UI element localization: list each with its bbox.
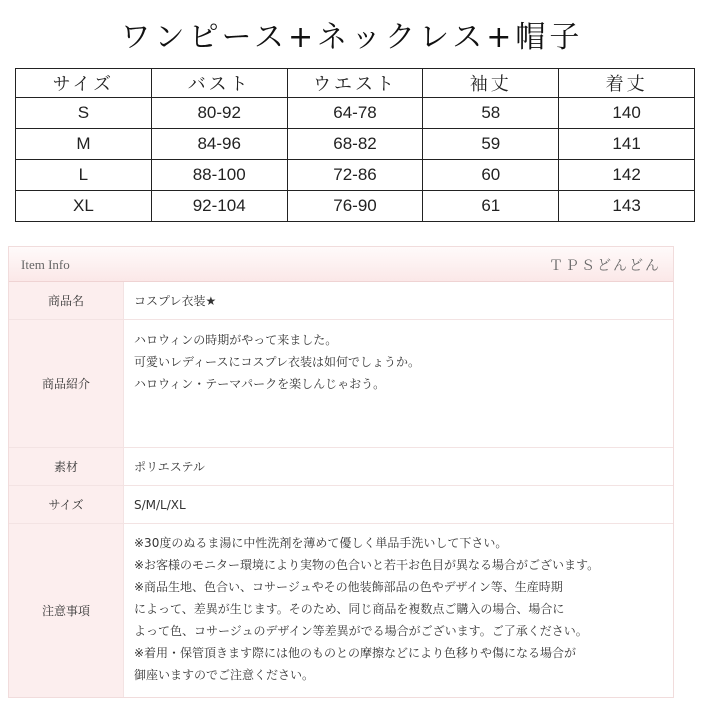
item-info-heading: Item Info <box>21 257 70 272</box>
info-label: サイズ <box>9 486 124 523</box>
info-label: 商品名 <box>9 282 124 319</box>
table-cell: 60 <box>423 160 559 191</box>
info-text-line: S/M/L/XL <box>134 497 186 512</box>
info-text-line: ※お客様のモニター環境により実物の色合いと若干お色目が異なる場合がございます。 <box>134 558 600 572</box>
item-info-header <box>9 247 673 282</box>
table-cell: 143 <box>559 191 695 222</box>
header-sleeve: 袖丈 <box>423 69 559 98</box>
info-row-description <box>9 320 673 448</box>
table-cell: 80-92 <box>151 98 287 129</box>
table-row <box>16 129 695 160</box>
table-cell: 141 <box>559 129 695 160</box>
info-text-line: 可愛いレディースにコスプレ衣装は如何でしょうか。 <box>134 355 420 369</box>
info-value <box>124 524 673 697</box>
table-cell: 64-78 <box>287 98 423 129</box>
info-value <box>124 486 673 523</box>
info-text-line: によって、差異が生じます。そのため、同じ商品を複数点ご購入の場合、場合に <box>134 602 565 616</box>
header-waist: ウエスト <box>287 69 423 98</box>
info-label: 商品紹介 <box>9 320 124 447</box>
info-label: 注意事項 <box>9 524 124 697</box>
table-cell: 68-82 <box>287 129 423 160</box>
info-text-line: コスプレ衣装★ <box>134 293 217 308</box>
size-table-header-row <box>16 69 695 98</box>
table-cell: XL <box>16 191 152 222</box>
info-text-line: ハロウィン・テーマパークを楽しんじゃおう。 <box>134 377 386 391</box>
info-row-product-name <box>9 282 673 320</box>
table-cell: S <box>16 98 152 129</box>
item-info-panel <box>8 246 674 698</box>
table-row <box>16 191 695 222</box>
info-value <box>124 320 673 447</box>
table-cell: 61 <box>423 191 559 222</box>
info-value <box>124 448 673 485</box>
size-table <box>15 68 695 222</box>
table-cell: 140 <box>559 98 695 129</box>
table-cell: M <box>16 129 152 160</box>
table-cell: 92-104 <box>151 191 287 222</box>
shop-name: ＴＰＳどんどん <box>549 258 661 274</box>
table-cell: 59 <box>423 129 559 160</box>
info-text-line: ポリエステル <box>134 459 205 474</box>
table-cell: 142 <box>559 160 695 191</box>
table-cell: 84-96 <box>151 129 287 160</box>
table-cell: 72-86 <box>287 160 423 191</box>
header-length: 着丈 <box>559 69 695 98</box>
table-cell: 88-100 <box>151 160 287 191</box>
info-row-notes <box>9 524 673 697</box>
info-text-line: ※着用・保管頂きます際には他のものとの摩擦などにより色移りや傷になる場合が <box>134 646 577 660</box>
info-text-line: 御座いますのでご注意ください。 <box>134 668 315 682</box>
info-label: 素材 <box>9 448 124 485</box>
page-title: ワンピース+ネックレス+帽子 <box>120 20 584 55</box>
table-cell: L <box>16 160 152 191</box>
info-text-line: ハロウィンの時期がやって来ました。 <box>134 333 338 347</box>
table-cell: 58 <box>423 98 559 129</box>
info-text-line: よって色、コサージュのデザイン等差異がでる場合がございます。ご了承ください。 <box>134 624 588 638</box>
header-size: サイズ <box>16 69 152 98</box>
table-row <box>16 160 695 191</box>
info-row-size <box>9 486 673 524</box>
header-bust: バスト <box>151 69 287 98</box>
info-value <box>124 282 673 319</box>
table-cell: 76-90 <box>287 191 423 222</box>
table-row <box>16 98 695 129</box>
info-text-line: ※30度のぬるま湯に中性洗剤を薄めて優しく単品手洗いして下さい。 <box>134 536 508 550</box>
info-text-line: ※商品生地、色合い、コサージュやその他装飾部品の色やデザイン等、生産時期 <box>134 580 563 594</box>
info-row-material <box>9 448 673 486</box>
